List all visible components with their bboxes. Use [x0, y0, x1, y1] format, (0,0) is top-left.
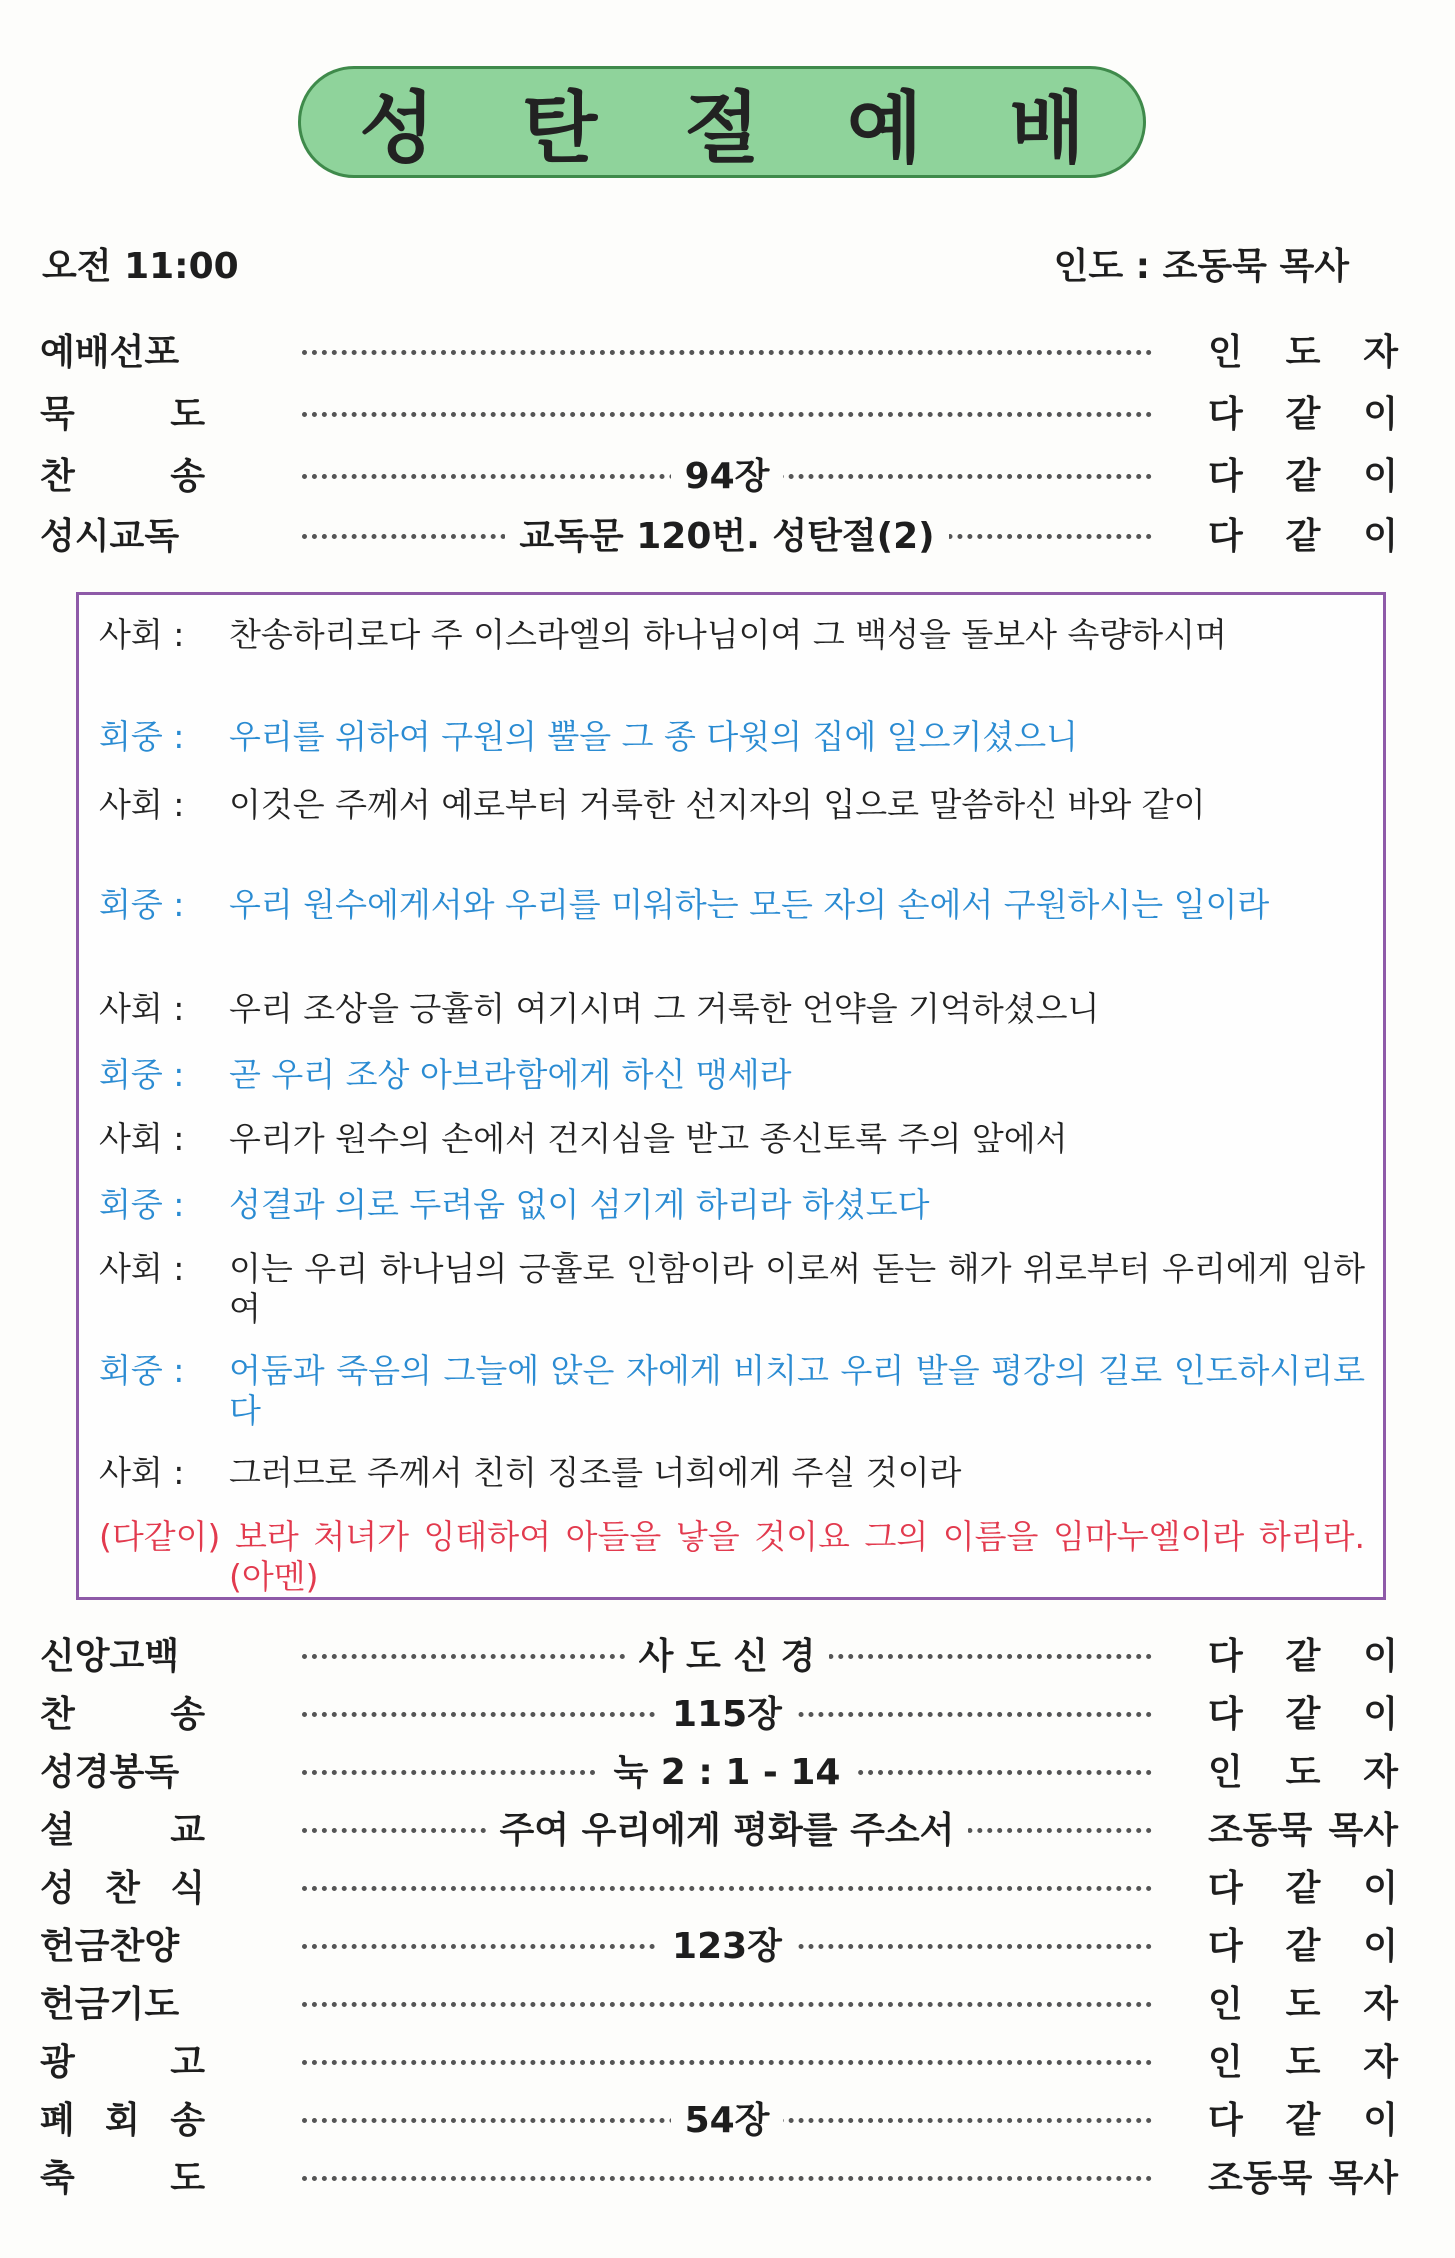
reading-text: 성결과 의로 두려움 없이 섬기게 하리라 하셨도다 — [229, 1185, 930, 1224]
order-item-label: 찬 송 — [40, 1694, 205, 1735]
order-row — [40, 508, 1402, 564]
order-item-role: 인 도 자 — [1208, 1752, 1398, 1793]
leader-line — [99, 615, 1365, 655]
congregation-line — [99, 1351, 1365, 1431]
order-item-detail: 교독문 120번. 성탄절(2) — [302, 508, 1152, 559]
service-title: 성 탄 절 예 배 — [359, 84, 1115, 174]
speaker-label: 사회 : — [99, 1453, 185, 1492]
leader-line — [99, 785, 1365, 825]
order-item-label: 폐 회 송 — [40, 2100, 205, 2141]
speaker-label: 사회 : — [99, 989, 185, 1028]
dotted-leader — [302, 2002, 1152, 2007]
order-row — [40, 1918, 1402, 1974]
order-item-label: 축 도 — [40, 2158, 205, 2199]
congregation-line — [99, 885, 1365, 925]
order-item-detail: 123장 — [302, 1918, 1152, 1969]
speaker-label: 회중 : — [99, 717, 185, 756]
order-item-role: 조동묵 목사 — [1208, 2158, 1398, 2199]
reading-text: 그러므로 주께서 친히 징조를 너희에게 주실 것이라 — [229, 1453, 962, 1492]
order-row — [40, 1744, 1402, 1800]
speaker-label: 회중 : — [99, 885, 185, 924]
order-item-label: 신앙고백 — [40, 1636, 180, 1677]
order-item-label: 성시교독 — [40, 516, 180, 557]
order-item-label: 광 고 — [40, 2042, 205, 2083]
order-item-detail: 사 도 신 경 — [302, 1628, 1152, 1679]
speaker-label: 사회 : — [99, 785, 185, 824]
order-item-label: 헌금찬양 — [40, 1926, 180, 1967]
reading-text: 우리 조상을 긍휼히 여기시며 그 거룩한 언약을 기억하셨으니 — [229, 989, 1100, 1028]
dotted-leader — [302, 350, 1152, 355]
responsive-reading-box — [76, 592, 1386, 1600]
reading-text: 찬송하리로다 주 이스라엘의 하나님이여 그 백성을 돌보사 속량하시며 — [229, 615, 1227, 654]
congregation-line — [99, 1185, 1365, 1225]
leader-line — [99, 989, 1365, 1029]
reading-text: 이는 우리 하나님의 긍휼로 인함이라 이로써 돋는 해가 위로부터 우리에게 임하여 — [229, 1249, 1365, 1328]
order-row — [40, 1860, 1402, 1916]
order-item-detail: 115장 — [302, 1686, 1152, 1737]
order-item-role: 인 도 자 — [1208, 2042, 1398, 2083]
title-banner — [298, 66, 1146, 178]
order-row — [40, 1802, 1402, 1858]
order-item-role: 다 같 이 — [1208, 456, 1398, 497]
order-row — [40, 1686, 1402, 1742]
speaker-label: 회중 : — [99, 1185, 185, 1224]
order-row — [40, 448, 1402, 504]
order-item-role: 인 도 자 — [1208, 332, 1398, 373]
order-item-role: 다 같 이 — [1208, 1926, 1398, 1967]
order-item-role: 다 같 이 — [1208, 516, 1398, 557]
speaker-label: 회중 : — [99, 1055, 185, 1094]
reading-text: 곧 우리 조상 아브라함에게 하신 맹세라 — [229, 1055, 792, 1094]
dotted-leader — [302, 2176, 1152, 2181]
service-time: 오전 11:00 — [42, 246, 239, 287]
order-item-detail: 94장 — [302, 448, 1152, 499]
order-item-role: 다 같 이 — [1208, 1636, 1398, 1677]
speaker-label: 사회 : — [99, 1249, 185, 1288]
order-item-role: 조동묵 목사 — [1208, 1810, 1398, 1851]
order-row — [40, 2150, 1402, 2206]
order-item-label: 헌금기도 — [40, 1984, 180, 2025]
order-item-detail: 주여 우리에게 평화를 주소서 — [302, 1802, 1152, 1853]
order-row — [40, 324, 1402, 380]
leader-line — [99, 1249, 1365, 1329]
reading-text — [99, 1517, 1365, 1597]
service-leader: 인도 : 조동묵 목사 — [1053, 246, 1349, 287]
order-row — [40, 386, 1402, 442]
order-row — [40, 1976, 1402, 2032]
together-line — [99, 1517, 1365, 1597]
speaker-label: (다같이) — [99, 1517, 235, 1556]
dotted-leader — [302, 1886, 1152, 1891]
speaker-label: 사회 : — [99, 615, 185, 654]
order-item-label: 예배선포 — [40, 332, 180, 373]
reading-text-body: 보라 처녀가 잉태하여 아들을 낳을 것이요 그의 이름을 임마누엘이라 하리라. (아멘) — [229, 1517, 1365, 1596]
order-item-label: 찬 송 — [40, 456, 205, 497]
speaker-label: 회중 : — [99, 1351, 185, 1390]
reading-text: 이것은 주께서 예로부터 거룩한 선지자의 입으로 말씀하신 바와 같이 — [229, 785, 1206, 824]
speaker-label: 사회 : — [99, 1119, 185, 1158]
dotted-leader — [302, 2060, 1152, 2065]
order-item-role: 다 같 이 — [1208, 1868, 1398, 1909]
leader-line — [99, 1119, 1365, 1159]
leader-line — [99, 1453, 1365, 1493]
order-item-label: 묵 도 — [40, 394, 205, 435]
order-item-detail: 눅 2 : 1 - 14 — [302, 1744, 1152, 1795]
dotted-leader — [302, 412, 1152, 417]
order-row — [40, 1628, 1402, 1684]
reading-text: 어둠과 죽음의 그늘에 앉은 자에게 비치고 우리 발을 평강의 길로 인도하시리로다 — [229, 1351, 1365, 1430]
order-row — [40, 2034, 1402, 2090]
order-row — [40, 2092, 1402, 2148]
congregation-line — [99, 1055, 1365, 1095]
order-item-role: 다 같 이 — [1208, 394, 1398, 435]
order-item-label: 설 교 — [40, 1810, 205, 1851]
order-item-role: 다 같 이 — [1208, 2100, 1398, 2141]
reading-text: 우리를 위하여 구원의 뿔을 그 종 다윗의 집에 일으키셨으니 — [229, 717, 1078, 756]
reading-text: 우리 원수에게서와 우리를 미워하는 모든 자의 손에서 구원하시는 일이라 — [229, 885, 1270, 924]
order-item-detail: 54장 — [302, 2092, 1152, 2143]
order-item-label: 성경봉독 — [40, 1752, 180, 1793]
order-item-role: 다 같 이 — [1208, 1694, 1398, 1735]
order-item-role: 인 도 자 — [1208, 1984, 1398, 2025]
order-item-label: 성 찬 식 — [40, 1868, 205, 1909]
reading-text: 우리가 원수의 손에서 건지심을 받고 종신토록 주의 앞에서 — [229, 1119, 1068, 1158]
congregation-line — [99, 717, 1365, 757]
